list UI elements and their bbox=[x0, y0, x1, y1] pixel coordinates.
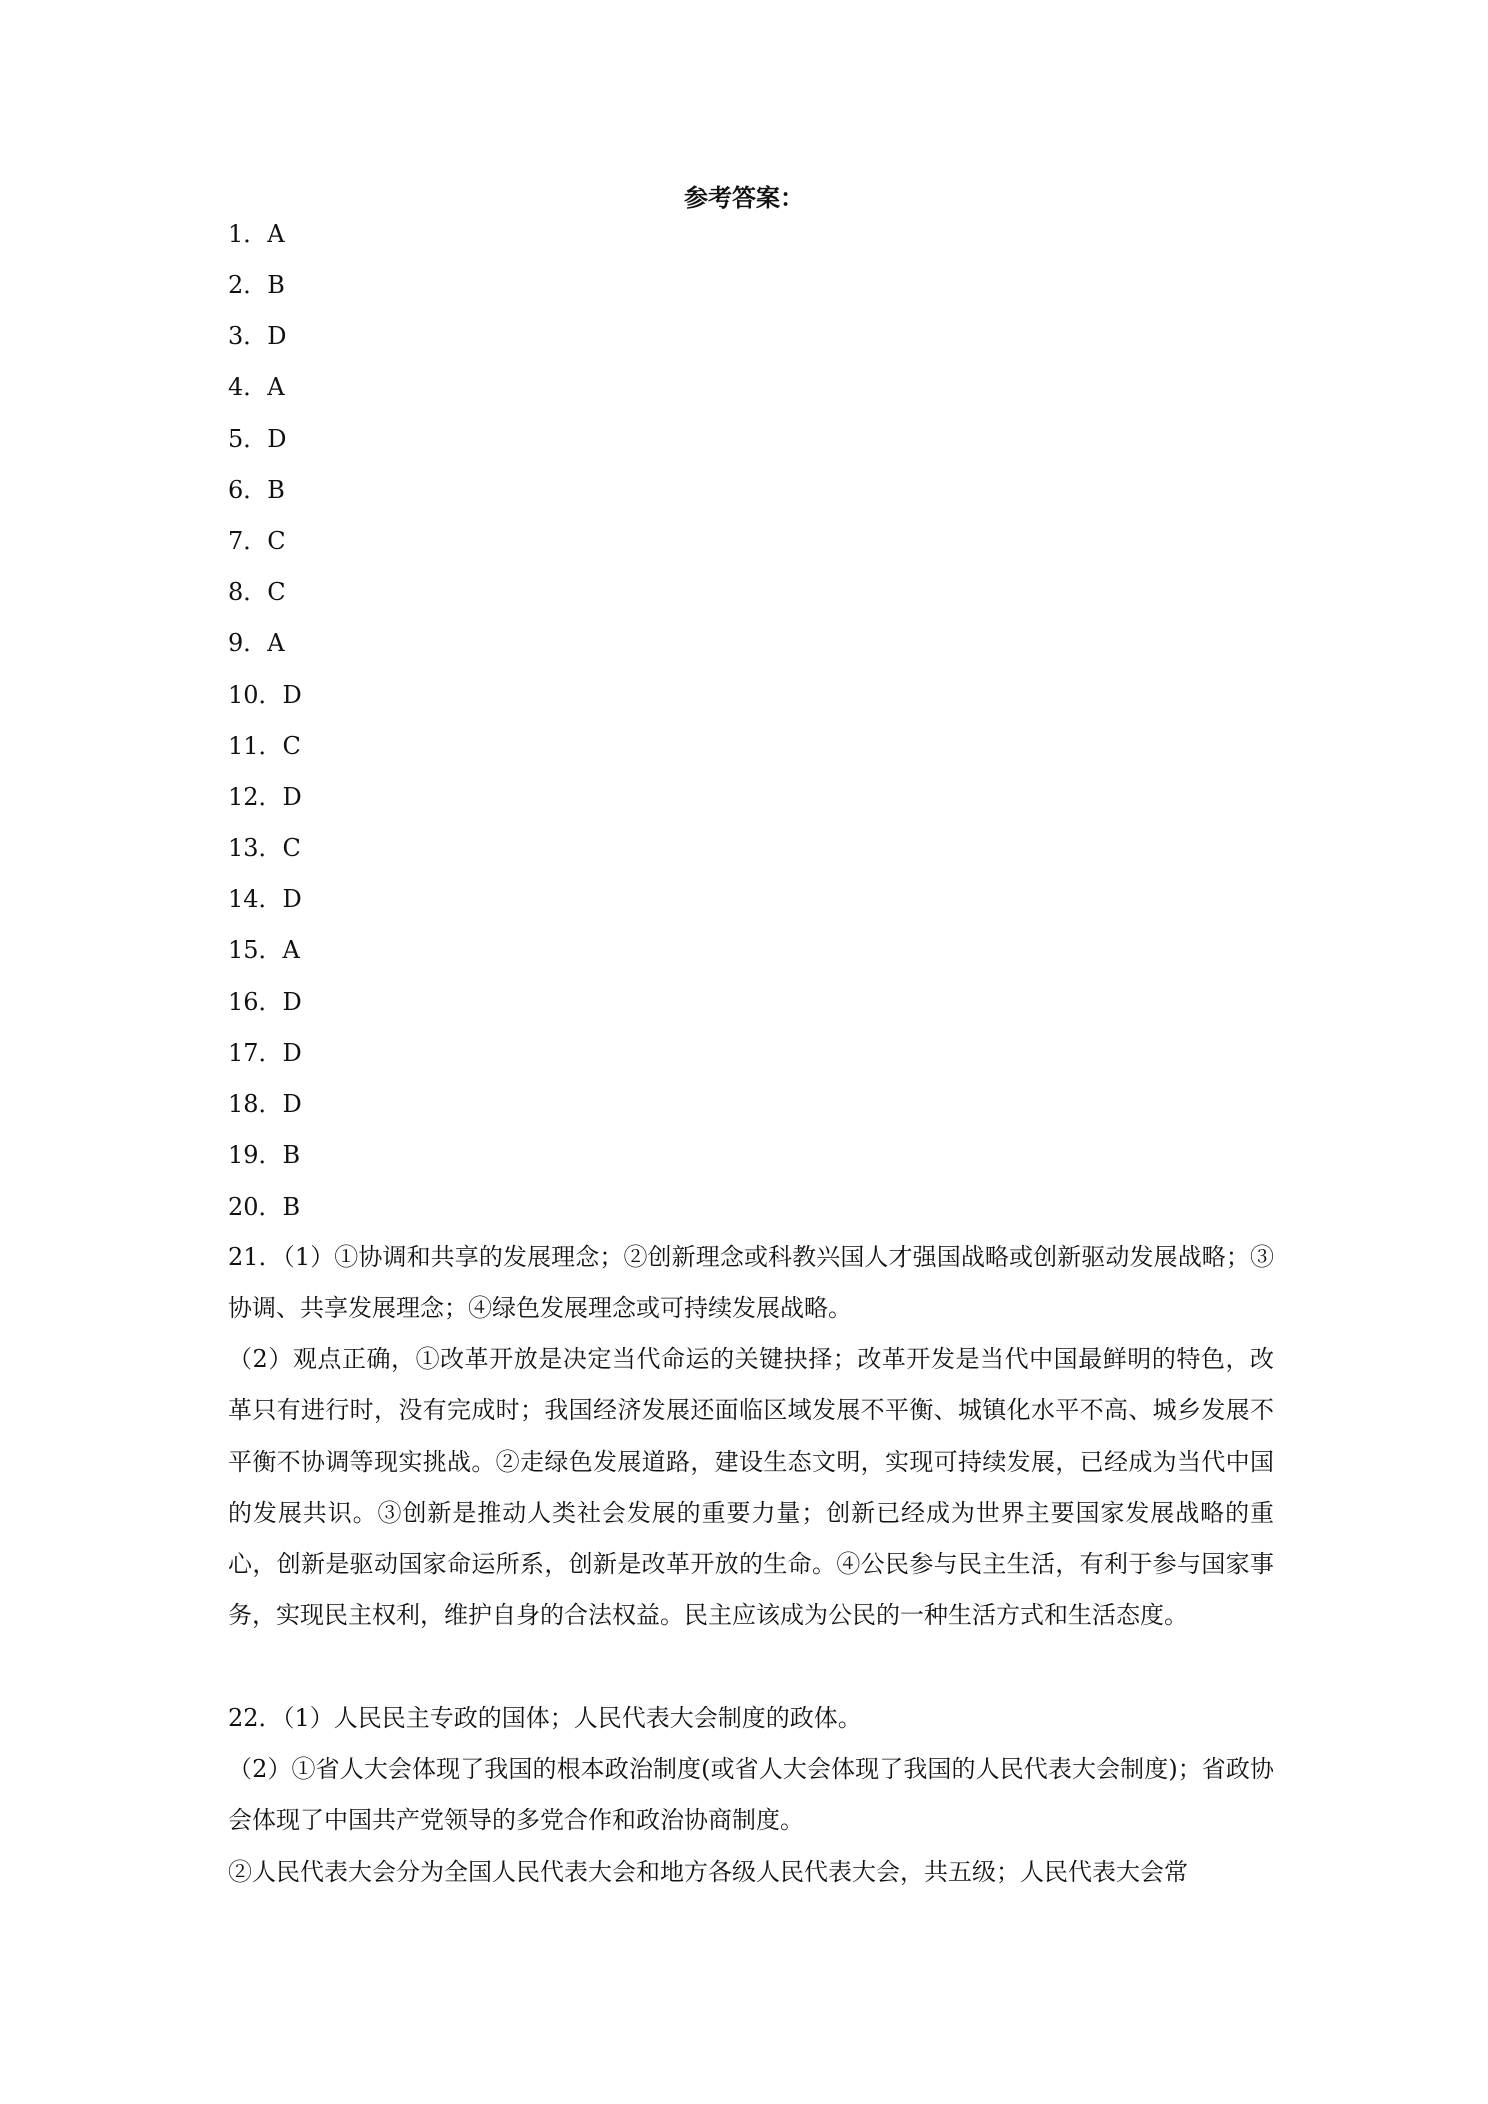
answer-item: 11．C bbox=[228, 732, 301, 760]
answer-item: 5．D bbox=[228, 425, 287, 453]
answer-item: 16．D bbox=[228, 988, 302, 1016]
q21-part2: （2）观点正确，①改革开放是决定当代命运的关键抉择；改革开发是当代中国最鲜明的特色，改革只有进行时，没有完成时；我国经济发展还面临区域发展不平衡、城镇化水平不高、城乡发展不平衡不协调等现实挑战。②走绿色发展道路，建设生态文明，实现可持续发展，已经成为当代中国的发展共识。③创新是推动人类社会发展的重要力量；创新已经成为世界主要国家发展战略的重心，创新是驱动国家命运所系，创新是改革开放的生命。④公民参与民主生活，有利于参与国家事务，实现民主权利，维护自身的合法权益。民主应该成为公民的一种生活方式和生活态度。 bbox=[228, 1345, 1274, 1630]
answer-item: 4．A bbox=[228, 373, 285, 401]
answer-item: 15．A bbox=[228, 936, 300, 964]
answer-item: 18．D bbox=[228, 1090, 302, 1118]
answer-item: 2．B bbox=[228, 271, 285, 299]
answer-item: 14．D bbox=[228, 885, 302, 913]
q22-part2: （2）①省人大会体现了我国的根本政治制度(或省人大会体现了我国的人民代表大会制度)；省政协会体现了中国共产党领导的多党合作和政治协商制度。 bbox=[228, 1755, 1274, 1835]
answer-item: 12．D bbox=[228, 783, 302, 811]
page-title: 参考答案： bbox=[684, 183, 804, 212]
answer-item: 17．D bbox=[228, 1039, 302, 1067]
answer-item: 19．B bbox=[228, 1141, 301, 1169]
answer-item: 10．D bbox=[228, 681, 302, 709]
answer-item: 1．A bbox=[228, 220, 285, 248]
answer-item: 8．C bbox=[228, 578, 286, 606]
answer-item: 9．A bbox=[228, 629, 285, 657]
q22-part1: 22．（1）人民民主专政的国体；人民代表大会制度的政体。 bbox=[228, 1704, 862, 1732]
answer-item: 20．B bbox=[228, 1193, 301, 1221]
answer-item: 3．D bbox=[228, 322, 287, 350]
q22-part3: ②人民代表大会分为全国人民代表大会和地方各级人民代表大会，共五级；人民代表大会常 bbox=[228, 1858, 1188, 1886]
answer-item: 6．B bbox=[228, 476, 285, 504]
q21-part1: 21．（1）①协调和共享的发展理念；②创新理念或科教兴国人才强国战略或创新驱动发展战略；③协调、共享发展理念；④绿色发展理念或可持续发展战略。 bbox=[228, 1243, 1274, 1323]
answer-item: 7．C bbox=[228, 527, 286, 555]
answer-item: 13．C bbox=[228, 834, 301, 862]
